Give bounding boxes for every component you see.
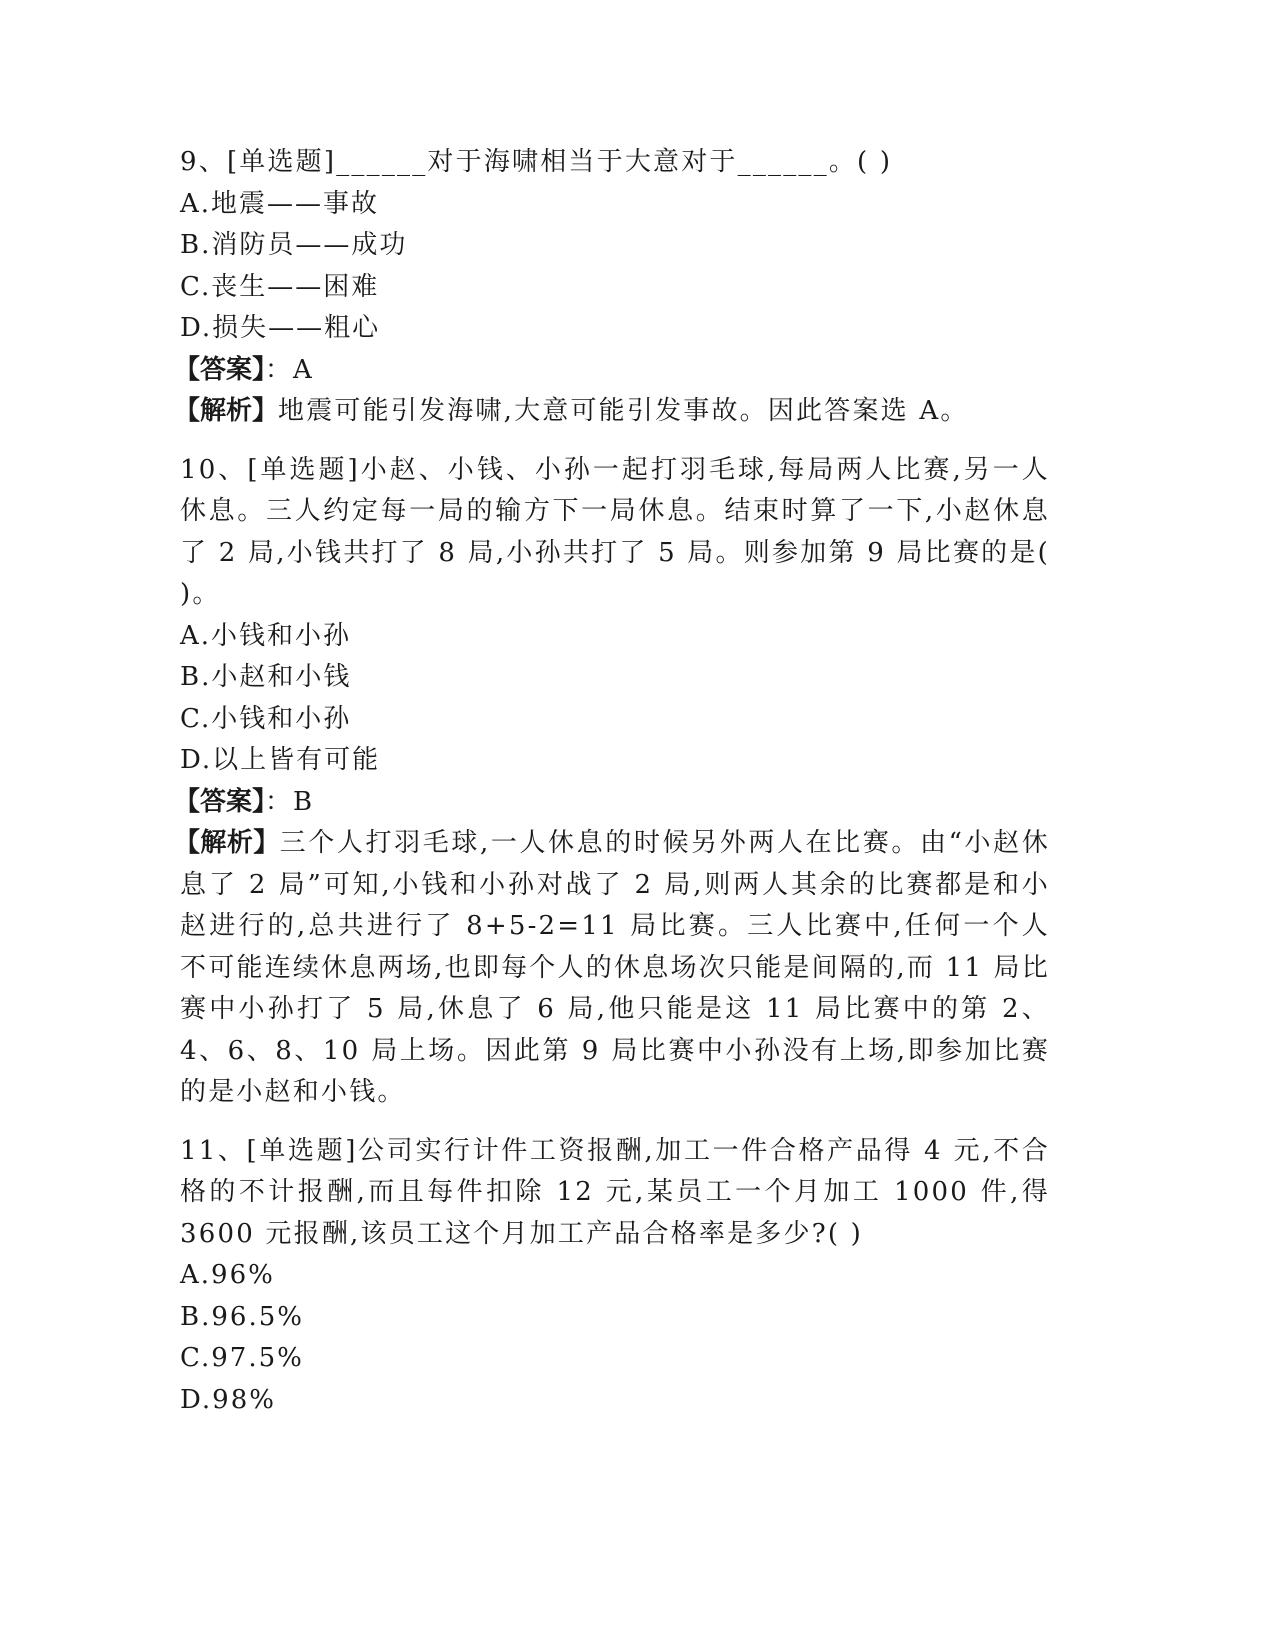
option-c: C.小钱和小孙 — [180, 703, 352, 734]
analysis-label: 【解析】 — [174, 396, 279, 426]
analysis-line — [174, 823, 1050, 1114]
analysis-label: 【解析】 — [174, 828, 280, 858]
option-c: C.97.5% — [180, 1343, 304, 1373]
option-a: A.96% — [180, 1260, 275, 1290]
question-9 — [174, 142, 1050, 433]
option-d: D.98% — [180, 1384, 276, 1415]
analysis-text: 三个人打羽毛球,一人休息的时候另外两人在比赛。由“小赵休息了 2 局”可知,小钱和小孙对战了 2 局,则两人其余的比赛都是和小赵进行的,总共进行了 8+5-2=11 局比赛。三人比赛中,任何一个人不可能连续休息两场,也即每个人的休息场次只能是间隔的,而 11 局比赛中小孙打了 5 局,休息了 6 局,他只能是这 11 局比赛中的第 2、4、6、8、10 局上场。因此第 9 局比赛中小孙没有上场,即参加比赛的是小赵和小钱。 — [180, 828, 1050, 1107]
answer-value: ：A — [265, 354, 314, 385]
question-10 — [174, 450, 1050, 1114]
question-stem: 10、[单选题]小赵、小钱、小孙一起打羽毛球,每局两人比赛,另一人休息。三人约定每一局的输方下一局休息。结束时算了一下,小赵休息了 2 局,小钱共打了 8 局,小孙共打了 5 局。则参加第 9 局比赛的是( )。 — [180, 454, 1050, 609]
option-a: A.小钱和小孙 — [180, 620, 352, 651]
option-c: C.丧生——困难 — [180, 271, 380, 302]
option-b: B.消防员——成功 — [180, 230, 408, 260]
question-stem: 9、[单选题]______对于海啸相当于大意对于______。( ) — [180, 147, 893, 177]
option-b: B.96.5% — [180, 1301, 304, 1332]
option-a: A.地震——事故 — [180, 188, 380, 219]
answer-label: 【答案】 — [174, 354, 266, 385]
analysis-line — [174, 391, 1050, 433]
answer-line — [174, 350, 1050, 392]
question-11 — [180, 1131, 1050, 1422]
answer-line — [174, 782, 1050, 824]
document-page — [174, 142, 1050, 1438]
option-b: B.小赵和小钱 — [180, 662, 352, 692]
analysis-text: 地震可能引发海啸,大意可能引发事故。因此答案选 A。 — [278, 396, 969, 426]
answer-value: ：B — [265, 786, 315, 817]
answer-label: 【答案】 — [174, 786, 266, 817]
option-d: D.损失——粗心 — [180, 313, 381, 343]
option-d: D.以上皆有可能 — [180, 745, 381, 775]
question-stem: 11、[单选题]公司实行计件工资报酬,加工一件合格产品得 4 元,不合格的不计报酬,而且每件扣除 12 元,某员工一个月加工 1000 件,得 3600 元报酬,该员工这个月加工产品合格率是多少?( ) — [180, 1135, 1050, 1249]
